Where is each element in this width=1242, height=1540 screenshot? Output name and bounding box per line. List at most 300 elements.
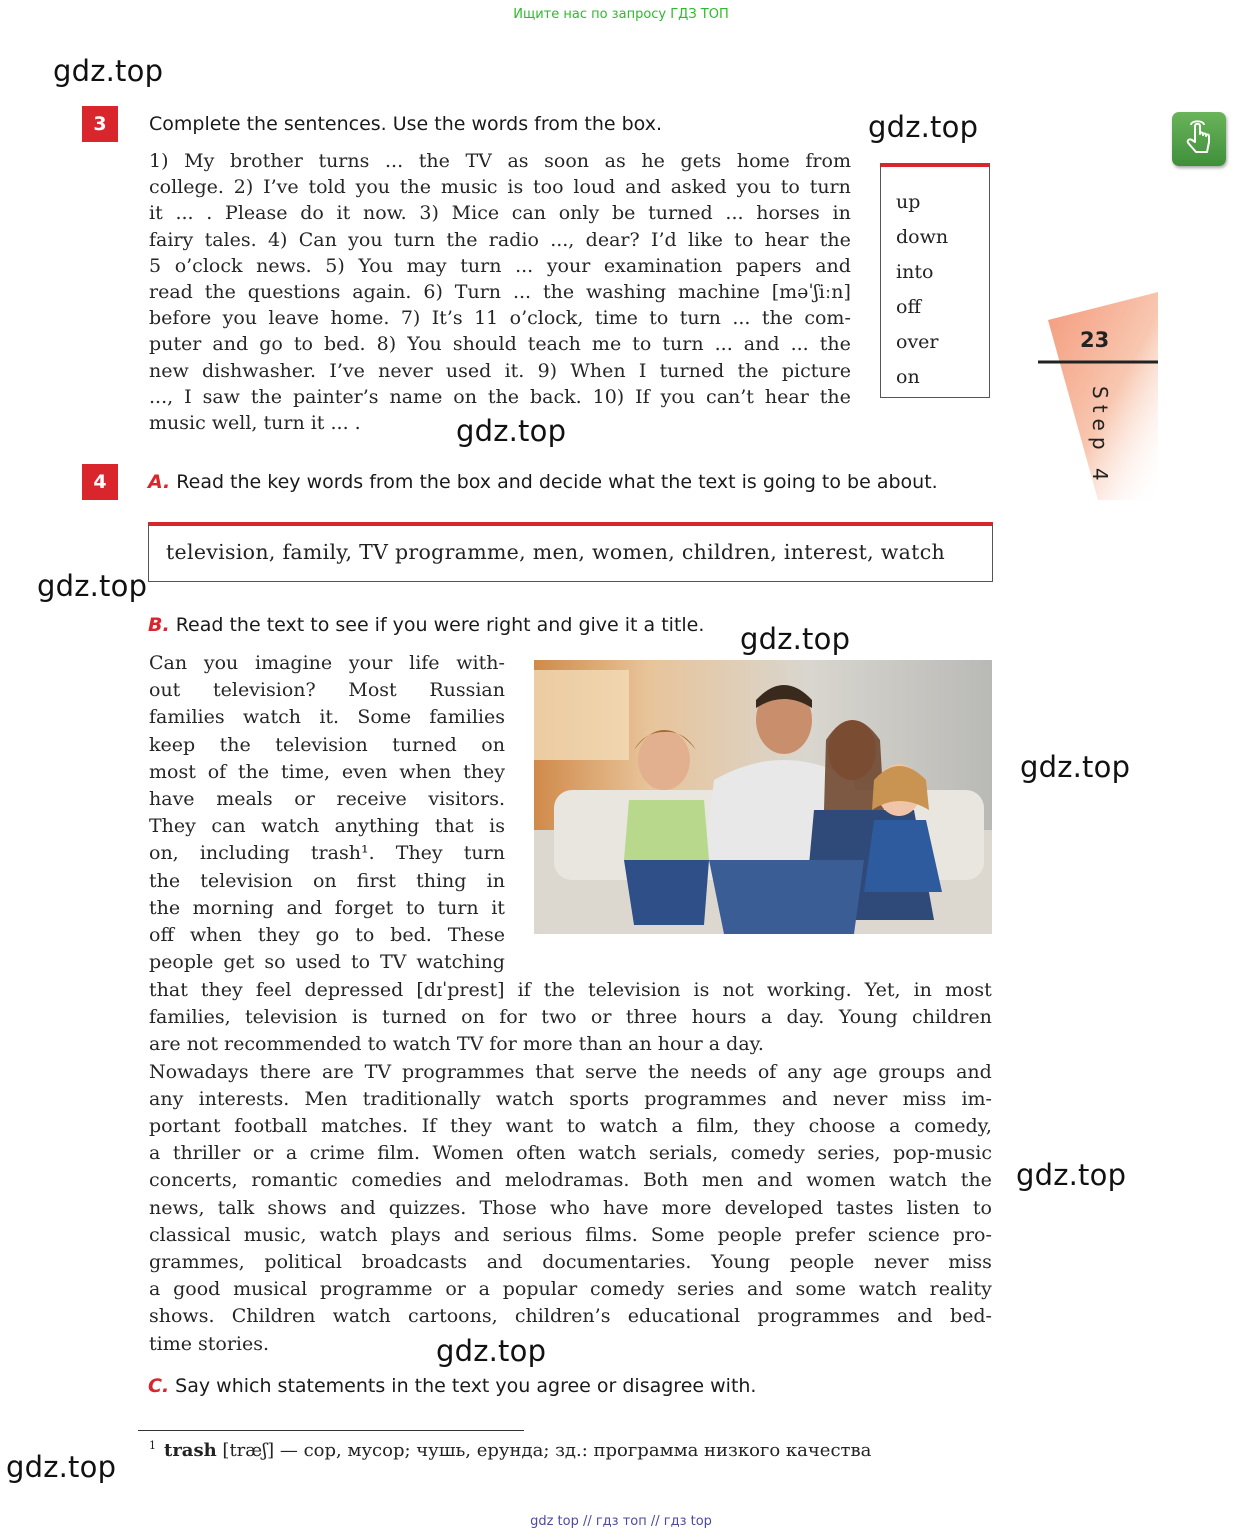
word: that [535,1060,575,1083]
word: to [649,307,669,330]
word: They [395,842,443,865]
part-c-text: Say which statements in the text you agree or disagree with. [175,1375,757,1397]
text-line [149,759,505,786]
word: ... [732,307,751,330]
word: and [815,254,851,277]
word: told [308,176,346,199]
hand-pointer-button[interactable] [1172,112,1226,166]
word: I’ve [263,176,299,199]
text-line [149,331,851,357]
box-word: up [896,191,921,213]
box-word: on [896,366,920,388]
word: should [452,333,517,356]
word: sports [569,1087,630,1110]
word: and [743,333,780,356]
word: serious [502,1223,573,1246]
word: Mice [451,202,500,225]
word: as [604,150,626,172]
word: matches. [321,1115,409,1138]
word: comedy [730,1142,805,1165]
word: developed [724,1196,824,1219]
part-c-letter: C. [148,1375,170,1397]
word: you [222,307,258,330]
word: classical [149,1223,231,1246]
word: talk [217,1196,255,1219]
word: have [603,1196,649,1219]
exercise-3-sentences [149,148,851,436]
word: to [972,1196,992,1219]
word: a [671,1115,683,1138]
word: watch [261,815,320,838]
text-line [149,279,851,305]
word: examination [603,254,723,277]
word: 5) [325,254,345,277]
word: watch [495,1087,554,1110]
word: want [505,1115,554,1138]
word: television [275,733,368,756]
word: when [399,760,452,783]
word: shows [267,1196,327,1219]
text-line [149,1167,992,1194]
step-label: Step 4 [1088,386,1112,487]
word: depressed [304,979,404,1001]
text-line [149,305,851,331]
word: morning [192,896,274,919]
watermark: gdz.top [868,110,979,144]
word: out [149,679,181,702]
word: turned [392,733,457,756]
word: brother [229,150,303,172]
word: ..., [550,228,575,251]
word: comedy [590,1278,665,1301]
word: you [355,176,391,199]
text-line [149,148,851,174]
word: I [638,359,647,382]
word: forget [334,896,394,919]
word: im- [961,1087,992,1110]
word: ... [714,333,733,356]
word: turned [382,1006,447,1029]
text-line [149,384,851,410]
word-box [880,163,990,398]
footer-note: gdz top // гдз топ // гдз top [530,1514,712,1529]
word: good [173,1278,221,1301]
word: your [348,652,393,674]
word: tales. [204,228,257,251]
word: people [717,1223,782,1246]
word: for [499,1006,527,1029]
word: you [203,652,239,674]
footnote-definition: — сор, мусор; чушь, ерунда; зд.: программа низкого качества [279,1440,872,1461]
word: shows. [149,1305,215,1328]
word: children’s [514,1305,611,1328]
word: . [206,202,213,225]
word: go [259,333,283,356]
word: turn [393,228,436,251]
word: football [234,1115,308,1138]
word: not [722,979,754,1001]
word: television [245,1006,338,1029]
word: films. [585,1223,638,1246]
text-line [149,1303,992,1330]
word: your [546,254,591,277]
word: feel [255,979,292,1001]
text-line [149,174,851,200]
word: is [693,979,710,1001]
word: dear? [585,228,640,251]
watermark: gdz.top [436,1334,547,1368]
word: it. [319,706,340,729]
exercise-3-number: 3 [82,106,118,142]
word: com- [804,307,851,330]
word: bed. [323,333,366,356]
word: thriller [172,1142,241,1165]
word: and [212,333,249,356]
word: people [149,951,214,974]
word: washing [586,281,667,304]
word: popular [502,1278,578,1301]
word: portant [149,1115,221,1138]
word: the [446,228,478,251]
word: programme [320,1278,433,1301]
watermark: gdz.top [1020,750,1131,784]
word: turn [809,176,851,199]
word: a [760,1006,773,1029]
word: [məˈʃiːn] [771,281,851,304]
word: including [199,842,290,865]
word: off [149,924,174,947]
word: from [805,150,851,172]
word: as [507,150,529,172]
word: to [780,176,800,199]
word: pop-music [893,1142,992,1165]
word: television [200,869,293,892]
word: time [594,307,638,330]
text-line [149,1059,992,1086]
word: day. [786,1006,825,1029]
word: a [149,1142,161,1165]
word: television [587,979,681,1001]
word: or [294,788,315,811]
word: miss [902,1087,947,1110]
word: and [956,1060,992,1083]
word: You [358,254,393,277]
word: turn [662,333,704,356]
word: too [533,176,564,199]
text-line [149,1276,992,1303]
word: 11 [474,307,499,330]
word: to [355,924,375,947]
word: Nowadays [149,1060,249,1083]
word: I [184,385,192,408]
word: ..., [149,385,174,408]
word: is [351,1006,368,1029]
text-line [149,786,505,813]
text-line [149,813,505,840]
word: painter’s [292,385,379,408]
word: [dɪˈprest] [416,979,505,1001]
word: may [406,254,447,277]
word: or [445,1278,466,1301]
text-line [149,949,505,976]
word: the [648,1060,680,1083]
word: comedies [351,1169,442,1192]
word: they [450,1115,492,1138]
text-line: music well, turn it ... . [149,412,361,435]
word: These [447,924,505,947]
word: choose [808,1115,876,1138]
word: trash¹. [310,842,375,865]
word: It’s [431,307,463,330]
word: families, [149,1006,231,1029]
word: o’clock, [509,307,584,330]
footnote-divider [138,1430,524,1431]
word: used [295,951,341,974]
word: asked [670,176,727,199]
word: melodramas. [504,1169,630,1192]
word: if [517,979,531,1001]
word: watch [889,1169,948,1192]
word: soon [544,150,590,172]
word: read [149,281,193,304]
family-watching-tv-photo [534,660,992,934]
text-line [149,1086,992,1113]
word: hear [764,228,809,251]
word: watching [416,951,505,974]
word: life [409,652,440,674]
word: the [543,281,575,304]
keywords-box [148,522,993,582]
word: the [418,150,450,172]
word: children [912,1006,992,1029]
word: the [543,979,575,1001]
word: watch [319,1223,378,1246]
word: leave [268,307,320,330]
text-line [149,732,505,759]
word: in [832,202,851,225]
word: on [461,1006,485,1029]
word: I’d [650,228,677,251]
word: on [312,869,337,892]
word: often [516,1142,566,1165]
word: on [481,733,505,756]
word: it. [504,359,525,382]
word: Russian [429,679,505,702]
text-line [149,1004,992,1031]
text-line [149,650,505,677]
word: name [389,385,443,408]
footnote [149,1439,871,1461]
word: fairy [149,228,194,251]
word: watch [599,1115,658,1138]
pointing-hand-icon [1172,112,1226,166]
word: Yet, [864,979,901,1001]
word: questions [247,281,341,304]
word: Children [231,1305,316,1328]
word: and [453,1223,490,1246]
page-number: 23 [1080,328,1110,352]
word: listen [906,1196,960,1219]
word: teach [527,333,581,356]
word: prefer [794,1223,855,1246]
word: that [149,979,188,1001]
text-line [149,868,505,895]
word: families [429,706,505,729]
word: Some [650,1223,705,1246]
text-line: time stories. [149,1332,270,1355]
part-a-letter: A. [148,471,171,493]
word: to [566,1115,586,1138]
word: TV [465,150,492,172]
word: you [660,385,696,408]
word: watch [578,1142,637,1165]
text-line: are not recommended to watch TV for more than an hour a day. [149,1033,764,1056]
word: 8) [376,333,397,356]
word: even [341,760,388,783]
word: watch [332,1305,391,1328]
word: the [960,1169,992,1192]
box-word: down [896,226,949,248]
word: horses [756,202,820,225]
word: never [378,359,433,382]
word: any [149,1087,184,1110]
word: or [590,1006,612,1029]
word: and [747,1278,783,1301]
part-b-text: Read the text to see if you were right and give it a title. [175,614,705,636]
word: ... [175,202,194,225]
word: bed- [949,1305,992,1328]
word: before [149,307,212,330]
word: the [487,385,520,408]
word: go [315,924,340,947]
word: loud [573,176,616,199]
word: grammes, [149,1251,245,1274]
word: dishwasher. [202,359,317,382]
word: most [149,760,196,783]
word: film, [696,1115,740,1138]
text-line [149,358,851,384]
word: are [322,1060,354,1083]
word: turn [437,896,479,919]
word: women [806,1169,876,1192]
word: working. [766,979,852,1001]
word: back. [529,385,582,408]
word: miss [948,1251,992,1274]
word: the [761,307,793,330]
text-line [149,922,505,949]
word: never [873,1251,929,1274]
word: they [200,979,243,1001]
word: they [257,924,300,947]
word: cartoons, [408,1305,498,1328]
word: programmes [757,1305,880,1328]
word: home. [330,307,390,330]
word: it [149,202,163,225]
word: anything [334,815,420,838]
word: 7) [400,307,421,330]
word: TV [364,1060,392,1083]
word: two [541,1006,577,1029]
word: news. [256,254,312,277]
word: science [867,1223,940,1246]
watermark: gdz.top [53,54,164,88]
word: Can [298,228,337,251]
word: concerts, [149,1169,238,1192]
word: first [356,869,396,892]
word: you [736,176,771,199]
word: so [264,951,286,974]
word: and [781,1087,818,1110]
word: you [348,228,383,251]
word: Some [357,706,412,729]
word: a [889,1115,901,1138]
word: imagine [255,652,333,674]
word: there [259,1060,312,1083]
part-b-letter: B. [148,614,170,636]
word: with- [456,652,505,674]
exercise-4b-instruction [148,614,704,636]
text-line [149,1249,992,1276]
word: interests. [198,1087,290,1110]
word: gets [680,150,722,172]
word: the [819,385,851,408]
word: the [149,896,181,919]
word: ... [385,150,404,172]
word: Young [838,1006,898,1029]
text-line [149,895,505,922]
word: groups [878,1060,946,1083]
part-a-text: Read the key words from the box and decide what the text is going to be about. [176,471,938,493]
word: plays [390,1223,441,1246]
word: be [611,202,636,225]
word: in [486,869,505,892]
text-line [149,1222,992,1249]
word: turn [460,254,502,277]
word: You [407,333,442,356]
word: programmes [644,1087,767,1110]
word: music, [243,1223,307,1246]
word: can [511,202,547,225]
word: to [293,333,313,356]
word: now. [362,202,407,225]
word: can [211,815,246,838]
word: in [913,979,932,1001]
word: turn [463,842,505,865]
word: the [204,281,236,304]
word: 9) [537,359,558,382]
word: most [944,979,992,1001]
word: I’ve [329,359,365,382]
word: serials, [648,1142,719,1165]
word: on, [149,842,179,865]
word: puter [149,333,202,356]
word: needs [690,1060,747,1083]
word: the [819,333,851,356]
reading-text-continued [149,977,992,1358]
word: receive [336,788,407,811]
word: when [189,924,242,947]
word: Women [432,1142,504,1165]
word: reality [929,1278,992,1301]
box-word: off [896,296,921,318]
word: men [701,1169,744,1192]
word: and [896,1305,933,1328]
word: turns [318,150,370,172]
word: film. [377,1142,420,1165]
exercise-4c-instruction [148,1375,756,1397]
header-search-note: Ищите нас по запросу ГДЗ ТОП [513,7,729,22]
word: and [455,1169,492,1192]
